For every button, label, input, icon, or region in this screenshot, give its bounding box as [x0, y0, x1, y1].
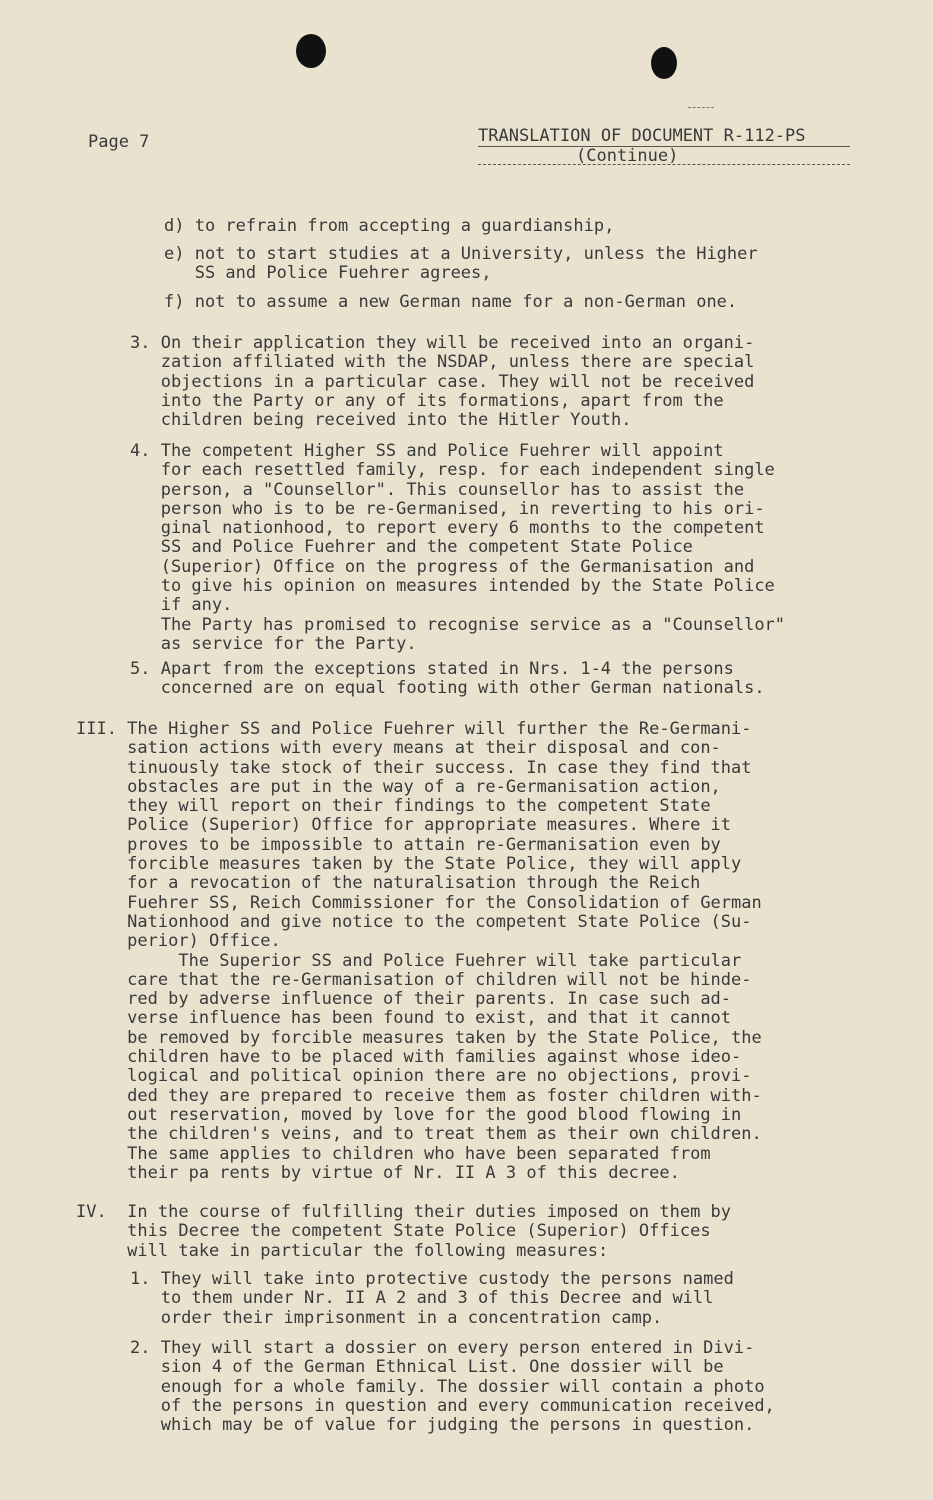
paragraph-4: 4. The competent Higher SS and Police Fuehrer will appoint for each resettled family, resp. for each independent single person, a "Counsellor". This counsellor has to assist the person who is to be re-Germanised, in reverting to his ori- ginal nationhood, to report every 6 months to the competent SS and Police Fuehrer and the competent State Police (Superior) Office on the progress of the Germanisation and to give his opinion on measures intended by the State Police if any. The Party has promised to recognise service as a "Counsellor" as service for the Party. — [130, 441, 786, 654]
item-f: f) not to assume a new German name for a non-German one. — [164, 292, 738, 312]
header-title: TRANSLATION OF DOCUMENT R-112-PS — [478, 127, 850, 147]
paragraph-5: 5. Apart from the exceptions stated in Nrs. 1-4 the persons concerned are on equal footing with other German nationals. — [130, 659, 765, 699]
header-subtitle: (Continue) — [576, 146, 679, 166]
measure-1: 1. They will take into protective custody the persons named to them under Nr. II A 2 and 3 of this Decree and will order their imprisonment in a concentration camp. — [130, 1269, 734, 1328]
page-number: Page 7 — [88, 132, 150, 152]
measure-2: 2. They will start a dossier on every person entered in Divi- sion 4 of the German Ethnical List. One dossier will be enough for a whole family. The dossier will contain a photo of the persons in question and every communication received, which may be of value for judging the persons in question. — [130, 1338, 775, 1436]
item-d: d) to refrain from accepting a guardianship, — [164, 216, 615, 236]
paragraph-3: 3. On their application they will be received into an organi- zation affiliated with the NSDAP, unless there are special objections in a particular case. They will not be received into the Party or any of its formations, apart from the children being received into the Hitler Youth. — [130, 333, 755, 431]
punch-hole-right — [651, 47, 677, 79]
punch-hole-left — [296, 34, 326, 68]
header-rule — [478, 164, 850, 165]
section-III: III. The Higher SS and Police Fuehrer will further the Re-Germani- sation actions with every means at their disposal and con- tinuously take stock of their success. In case they find that obstacles are put in the way of a re-Germanisation action, they will report on their findings to the competent State Police (Superior) Office for appropriate measures. Where it proves to be impossible to attain re-Germanisation even by forcible measures taken by the State Police, they will apply for a revocation of the naturalisation through the Reich Fuehrer SS, Reich Commissioner for the Consolidation of German Nationhood and give notice to the competent State Police (Su- perior) Office. The Superior SS and Police Fuehrer will take particular care that the re-Germanisation of children will not be hinde- red by adverse influence of their parents. In case such ad- verse influence has been found to exist, and that it cannot be removed by forcible measures taken by the State Police, the children have to be placed with families against whose ideo- logical and political opinion there are no objections, provi- ded they are prepared to receive them as foster children with- out reservation, moved by love for the good blood flowing in the children's veins, and to treat them as their own children. The same applies to children who have been separated from their pa rents by virtue of Nr. II A 3 of this decree. — [76, 719, 762, 1183]
header-mark — [688, 107, 714, 108]
document-header — [478, 127, 853, 166]
item-e: e) not to start studies at a University, unless the Higher SS and Police Fuehrer agrees, — [164, 244, 758, 284]
section-IV: IV. In the course of fulfilling their duties imposed on them by this Decree the competent State Police (Superior) Offices will take in particular the following measures: — [76, 1202, 732, 1261]
